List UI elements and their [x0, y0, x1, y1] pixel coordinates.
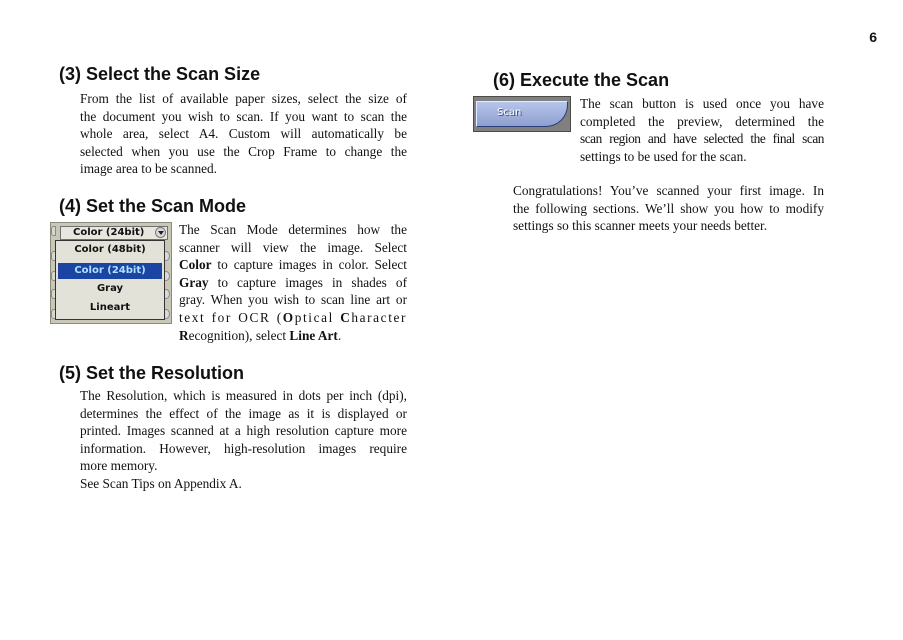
text-line: more memory. — [80, 458, 158, 474]
text-line — [179, 274, 407, 292]
text-run: to capture images in color. Select — [211, 257, 407, 273]
text-run: R — [179, 327, 189, 343]
scan-mode-text — [179, 221, 407, 344]
heading-resolution: (5) Set the Resolution — [59, 363, 245, 383]
text-run: haracter — [351, 309, 408, 325]
text-line: the document you wish to scan. If you want to scan the — [80, 108, 407, 124]
text-run: ecognition), select — [188, 327, 290, 343]
congratulations-text — [513, 182, 824, 235]
scan-button[interactable]: Scan — [476, 101, 568, 127]
text-run: C — [340, 309, 352, 325]
scan-mode-option-gray[interactable]: Gray — [96, 283, 124, 294]
chevron-down-icon[interactable] — [155, 227, 166, 238]
term-color: Color — [179, 257, 212, 273]
text-line: From the list of available paper sizes, select the size of — [80, 91, 407, 106]
text-run: . — [337, 327, 342, 343]
text-line: the following sections. We’ll show you how to modify — [513, 200, 824, 216]
text-line: completed the preview, determined the — [580, 113, 824, 129]
text-run: text for OCR ( — [179, 309, 283, 325]
scan-mode-dropdown[interactable] — [50, 222, 172, 324]
text-line: image area to be scanned. — [80, 161, 217, 177]
text-line: The Scan Mode determines how the — [179, 222, 407, 237]
heading-scan-size: (3) Select the Scan Size — [59, 64, 261, 84]
scan-mode-selected-value: Color (24bit) — [73, 227, 145, 238]
term-line-art: Line Art — [289, 327, 338, 343]
term-gray: Gray — [179, 274, 209, 290]
text-run: O — [282, 309, 295, 325]
text-line: determines the effect of the image as it is displayed or — [80, 405, 407, 421]
text-line: The Resolution, which is measured in dots per inch (dpi), — [80, 388, 407, 403]
heading-scan-mode: (4) Set the Scan Mode — [59, 196, 247, 216]
text-line: scanner will view the image. Select — [179, 239, 407, 255]
scan-button-frame — [473, 96, 571, 132]
resolution-text — [80, 387, 407, 493]
text-line: settings so this scanner meets your needs better. — [513, 218, 768, 234]
text-line — [179, 327, 407, 345]
scan-size-text — [80, 90, 407, 178]
scan-mode-option-color-24bit[interactable]: Color (24bit) — [58, 263, 162, 279]
heading-execute-scan: (6) Execute the Scan — [493, 70, 670, 90]
text-line: whole area, select A4. Custom will automatically be — [80, 126, 407, 142]
text-line: selected when you use the Crop Frame to change the — [80, 143, 407, 159]
text-run: ptical — [294, 309, 341, 325]
scan-mode-select[interactable] — [60, 226, 168, 240]
text-line — [179, 309, 407, 327]
text-line: settings to be used for the scan. — [580, 148, 747, 164]
scan-mode-option-lineart[interactable]: Lineart — [89, 302, 131, 313]
text-line: See Scan Tips on Appendix A. — [80, 475, 242, 491]
panel-edge — [51, 226, 56, 236]
text-line: scan region and have selected the final scan — [580, 131, 824, 147]
scan-mode-option-color-48bit[interactable]: Color (48bit) — [74, 244, 146, 255]
page-number: 6 — [869, 29, 877, 45]
scan-mode-options-list — [55, 240, 165, 320]
text-line: The scan button is used once you have — [580, 96, 824, 111]
execute-scan-text — [580, 95, 824, 165]
text-run: to capture images in shades of — [208, 274, 407, 290]
text-line — [179, 256, 407, 274]
text-line: information. However, high-resolution images require — [80, 440, 407, 456]
text-line: Congratulations! You’ve scanned your first image. In — [513, 183, 824, 198]
text-line: printed. Images scanned at a high resolution capture more — [80, 423, 407, 439]
text-line: gray. When you wish to scan line art or — [179, 292, 407, 308]
